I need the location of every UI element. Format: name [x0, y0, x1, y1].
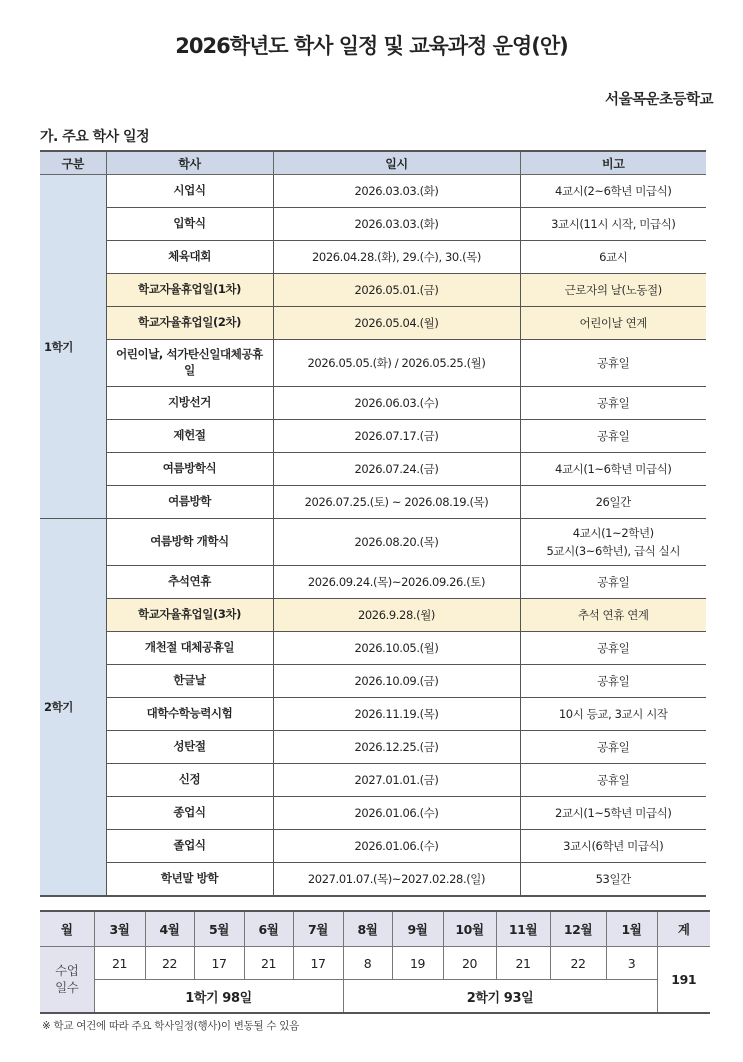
event-name: 여름방학 개학식: [106, 519, 273, 566]
event-note: 53일간: [520, 863, 706, 897]
day-count: 22: [550, 947, 606, 980]
term-label: 1학기: [40, 175, 106, 519]
event-name: 한글날: [106, 665, 273, 698]
schedule-row: [40, 698, 706, 731]
event-date: 2026.04.28.(화), 29.(수), 30.(목): [273, 241, 520, 274]
day-count: 17: [293, 947, 343, 980]
event-note: 2교시(1~5학년 미급식): [520, 797, 706, 830]
event-date: 2026.08.20.(목): [273, 519, 520, 566]
event-date: 2026.07.17.(금): [273, 420, 520, 453]
event-name: 체육대회: [106, 241, 273, 274]
schedule-row: [40, 175, 706, 208]
schedule-row: [40, 830, 706, 863]
event-date: 2026.07.24.(금): [273, 453, 520, 486]
page-title: 2026학년도 학사 일정 및 교육과정 운영(안): [175, 34, 568, 58]
header-category: 구분: [40, 151, 106, 175]
event-note: 어린이날 연계: [520, 307, 706, 340]
schedule-row: [40, 274, 706, 307]
school-days-table: [40, 910, 710, 1014]
schedule-row: [40, 340, 706, 387]
month-cell: 7월: [293, 911, 343, 947]
schedule-body: [40, 151, 706, 896]
header-note: 비고: [520, 151, 706, 175]
event-date: 2026.10.09.(금): [273, 665, 520, 698]
month-cell: 1월: [606, 911, 657, 947]
school-name: 서울목운초등학교: [604, 92, 713, 108]
month-cell: 9월: [392, 911, 443, 947]
event-date: 2026.09.24.(목)~2026.09.26.(토): [273, 566, 520, 599]
schedule-row: [40, 566, 706, 599]
day-count: 21: [244, 947, 293, 980]
event-name: 어린이날, 석가탄신일대체공휴일: [106, 340, 273, 387]
month-cell: 5월: [194, 911, 244, 947]
semester-total-row: [40, 980, 710, 1014]
month-cell: 4월: [145, 911, 194, 947]
event-date: 2026.01.06.(수): [273, 830, 520, 863]
school-days-label-text: 수업 일수: [55, 962, 79, 995]
event-name: 성탄절: [106, 731, 273, 764]
schedule-row: [40, 420, 706, 453]
event-note: 공휴일: [520, 420, 706, 453]
event-note: 10시 등교, 3교시 시작: [520, 698, 706, 731]
event-date: 2026.03.03.(화): [273, 208, 520, 241]
semester2-total: 2학기 93일: [343, 980, 657, 1014]
event-name: 입학식: [106, 208, 273, 241]
event-note: 공휴일: [520, 764, 706, 797]
event-note: 4교시(2~6학년 미급식): [520, 175, 706, 208]
schedule-row: [40, 731, 706, 764]
event-note: 3교시(11시 시작, 미급식): [520, 208, 706, 241]
schedule-row: [40, 453, 706, 486]
schedule-row: [40, 665, 706, 698]
event-note: [520, 519, 706, 566]
section-title: 가. 주요 학사 일정: [40, 129, 150, 145]
schedule-row: [40, 599, 706, 632]
event-date: 2026.10.05.(월): [273, 632, 520, 665]
day-count: 17: [194, 947, 244, 980]
event-date: 2026.01.06.(수): [273, 797, 520, 830]
event-name: 추석연휴: [106, 566, 273, 599]
event-note: 근로자의 날(노동절): [520, 274, 706, 307]
schedule-row: [40, 486, 706, 519]
event-name: 학교자율휴업일(1차): [106, 274, 273, 307]
event-name: 지방선거: [106, 387, 273, 420]
event-name: 여름방학식: [106, 453, 273, 486]
event-note: 6교시: [520, 241, 706, 274]
month-header-row: [40, 911, 710, 947]
schedule-row: [40, 632, 706, 665]
schedule-row: [40, 764, 706, 797]
event-note: 공휴일: [520, 387, 706, 420]
schedule-table: [40, 150, 706, 897]
month-cell: 12월: [550, 911, 606, 947]
term-label: 2학기: [40, 519, 106, 897]
schedule-row: [40, 387, 706, 420]
header-event: 학사: [106, 151, 273, 175]
event-name: 학교자율휴업일(3차): [106, 599, 273, 632]
event-note-line: 4교시(1~2학년): [572, 525, 654, 540]
event-date: 2026.06.03.(수): [273, 387, 520, 420]
month-cell: 3월: [94, 911, 145, 947]
event-note: 공휴일: [520, 731, 706, 764]
schedule-row: [40, 519, 706, 566]
event-date: 2026.9.28.(월): [273, 599, 520, 632]
semester1-total: 1학기 98일: [94, 980, 343, 1014]
event-note: 공휴일: [520, 665, 706, 698]
event-date: 2026.05.01.(금): [273, 274, 520, 307]
school-days-row: [40, 947, 710, 980]
event-note: 26일간: [520, 486, 706, 519]
month-cell: 6월: [244, 911, 293, 947]
day-count: 8: [343, 947, 392, 980]
event-name: 학년말 방학: [106, 863, 273, 897]
footnote: ※ 학교 여건에 따라 주요 학사일정(행사)이 변동될 수 있음: [42, 1020, 299, 1032]
schedule-row: [40, 863, 706, 897]
month-cell: 8월: [343, 911, 392, 947]
day-count: 21: [94, 947, 145, 980]
day-count: 22: [145, 947, 194, 980]
month-label: 월: [40, 911, 94, 947]
school-days-label: [40, 947, 94, 1014]
event-date: 2027.01.01.(금): [273, 764, 520, 797]
event-note: 공휴일: [520, 340, 706, 387]
event-note: 추석 연휴 연계: [520, 599, 706, 632]
event-date: 2026.11.19.(목): [273, 698, 520, 731]
event-date: 2026.05.05.(화) / 2026.05.25.(월): [273, 340, 520, 387]
event-date: 2026.05.04.(월): [273, 307, 520, 340]
event-name: 여름방학: [106, 486, 273, 519]
event-name: 졸업식: [106, 830, 273, 863]
total-days: 191: [657, 947, 710, 1014]
event-name: 종업식: [106, 797, 273, 830]
event-name: 신정: [106, 764, 273, 797]
event-note-line: 5교시(3~6학년), 급식 실시: [546, 544, 681, 558]
day-count: 19: [392, 947, 443, 980]
event-date: 2026.07.25.(토) ~ 2026.08.19.(목): [273, 486, 520, 519]
event-note: 3교시(6학년 미급식): [520, 830, 706, 863]
event-name: 시업식: [106, 175, 273, 208]
event-name: 개천절 대체공휴일: [106, 632, 273, 665]
event-date: 2026.12.25.(금): [273, 731, 520, 764]
schedule-row: [40, 208, 706, 241]
day-count: 3: [606, 947, 657, 980]
header-date: 일시: [273, 151, 520, 175]
day-count: 20: [443, 947, 496, 980]
event-note: 공휴일: [520, 566, 706, 599]
event-name: 제헌절: [106, 420, 273, 453]
schedule-header-row: [40, 151, 706, 175]
event-date: 2027.01.07.(목)~2027.02.28.(일): [273, 863, 520, 897]
month-cell: 10월: [443, 911, 496, 947]
schedule-row: [40, 241, 706, 274]
schedule-row: [40, 307, 706, 340]
event-name: 학교자율휴업일(2차): [106, 307, 273, 340]
event-name: 대학수학능력시험: [106, 698, 273, 731]
event-note: 4교시(1~6학년 미급식): [520, 453, 706, 486]
schedule-row: [40, 797, 706, 830]
event-note: 공휴일: [520, 632, 706, 665]
day-count: 21: [496, 947, 550, 980]
month-cell: 11월: [496, 911, 550, 947]
total-label: 계: [657, 911, 710, 947]
event-date: 2026.03.03.(화): [273, 175, 520, 208]
